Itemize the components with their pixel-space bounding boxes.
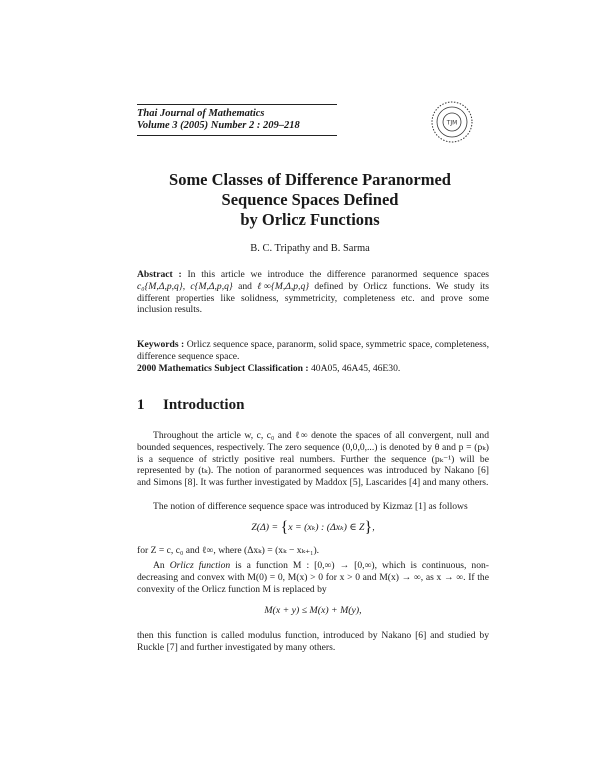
journal-volume: Volume 3 (2005) Number 2 : 209–218 bbox=[137, 120, 300, 131]
abstract-text-a: In this article we introduce the difference paranormed sequence spaces bbox=[181, 269, 490, 280]
journal-header bbox=[137, 104, 337, 136]
abstract-space-c0: c₀{M,Δ,p,q} bbox=[137, 280, 183, 292]
keywords-text: Orlicz sequence space, paranorm, solid space, symmetric space, completeness, difference sequence space. bbox=[137, 339, 490, 362]
keywords bbox=[137, 339, 489, 363]
eq1-end: , bbox=[372, 522, 375, 533]
journal-name: Thai Journal of Mathematics bbox=[137, 108, 265, 119]
header-bottom-rule bbox=[137, 135, 337, 136]
abstract bbox=[137, 269, 489, 316]
section-number: 1 bbox=[137, 397, 145, 413]
header-top-rule bbox=[137, 104, 337, 105]
journal-seal-logo bbox=[430, 100, 474, 144]
msc-classification bbox=[137, 363, 489, 375]
intro-paragraph-2: The notion of difference sequence space was introduced by Kizmaz [1] as follows bbox=[153, 501, 468, 512]
authors: B. C. Tripathy and B. Sarma bbox=[250, 243, 370, 254]
title-line-2: Sequence Spaces Defined bbox=[221, 190, 399, 209]
abstract-sep-1: , bbox=[182, 280, 191, 292]
section-heading bbox=[137, 397, 244, 414]
section-title: Introduction bbox=[163, 397, 245, 413]
msc-label: 2000 Mathematics Subject Classification : bbox=[137, 363, 309, 374]
intro-paragraph-1: Throughout the article w, c, c₀ and ℓ∞ denote the spaces of all convergent, null and bounded sequences, respectively. The zero sequence (0,0,0,...) is denoted by θ and p = (pₖ) is a sequence of strictly positive real numbers. Further the sequence (pₖ⁻¹) will be represented by (tₖ). The notion of paranormed sequences was introduced by Nakano [6] and Simons [8]. It was further investigated by Maddox [5], Lascarides [4] and many others. bbox=[137, 430, 489, 489]
eq1-middle: x = (xₖ) : (Δxₖ) ∈ Z bbox=[288, 522, 365, 533]
eq1-left: Z(Δ) = bbox=[251, 522, 281, 533]
seal-label: TJM bbox=[446, 119, 458, 127]
abstract-space-c: c{M,Δ,p,q} bbox=[190, 280, 233, 292]
intro-paragraph-5: then this function is called modulus function, introduced by Nakano [6] and studied by Ruckle [7] and further investigated by many others. bbox=[137, 630, 489, 653]
abstract-label: Abstract : bbox=[137, 269, 182, 280]
equation-subadditive: M(x + y) ≤ M(x) + M(y), bbox=[264, 605, 362, 616]
title-line-3: by Orlicz Functions bbox=[240, 210, 380, 229]
title-line-1: Some Classes of Difference Paranormed bbox=[169, 170, 451, 189]
intro-paragraph-3: for Z = c, c₀ and ℓ∞, where (Δxₖ) = (xₖ − xₖ₊₁). bbox=[137, 545, 320, 556]
abstract-text-b: defined by Orlicz functions. We study its different properties like solidness, symmetricity, completeness etc. and prove some inclusion results. bbox=[137, 280, 489, 316]
equation-z-delta bbox=[137, 519, 489, 537]
paper-title bbox=[120, 170, 500, 230]
p4-text-a: An bbox=[153, 560, 170, 571]
keywords-label: Keywords : bbox=[137, 339, 185, 350]
p4-term-orlicz: Orlicz function bbox=[169, 560, 231, 571]
p4-text-b: is a function M : [0,∞) → [0,∞), which is continuous, non-decreasing and convex with M(0) = 0, M(x) > 0 for x > 0 and M(x) → ∞, as x → ∞. If the convexity of the Orlicz function M is replaced by bbox=[137, 560, 490, 595]
abstract-sep-2: and bbox=[232, 280, 258, 292]
eq1-open-brace: { bbox=[280, 519, 289, 536]
intro-paragraph-4 bbox=[137, 560, 489, 595]
msc-text: 40A05, 46A45, 46E30. bbox=[308, 363, 401, 374]
eq1-close-brace: } bbox=[364, 519, 373, 536]
abstract-space-linf: ℓ∞{M,Δ,p,q} bbox=[257, 280, 310, 292]
